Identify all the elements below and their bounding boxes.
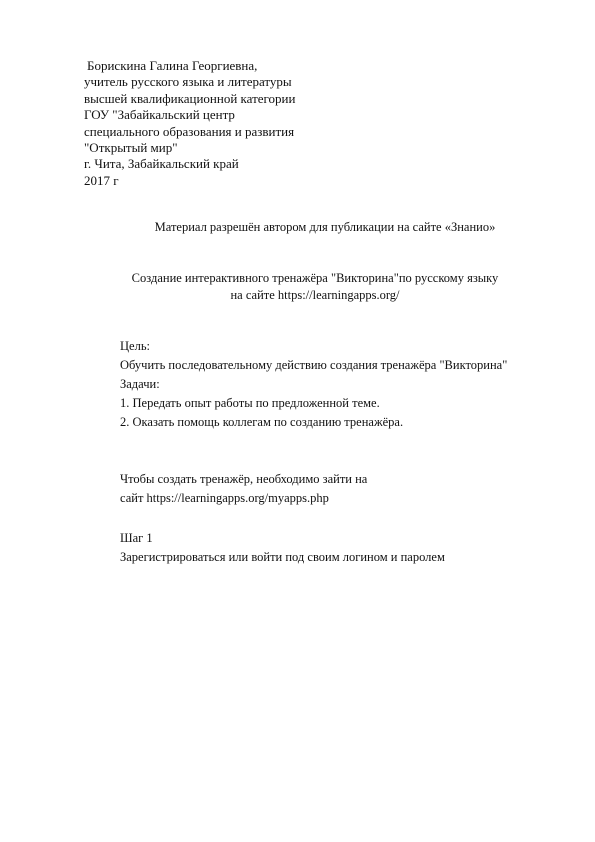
document-title-line-1: Создание интерактивного тренажёра "Викторина"по русскому языку	[131, 271, 499, 285]
goals-section	[120, 337, 580, 432]
instruction-line-2: сайт https://learningapps.org/myapps.php	[120, 491, 329, 505]
step-1-label: Шаг 1	[120, 531, 153, 545]
publication-permission: Материал разрешён автором для публикации на сайте «Знанио»	[154, 220, 496, 234]
document-title-line-2: на сайте https://learningapps.org/	[230, 287, 400, 302]
instruction-line-1: Чтобы создать тренажёр, необходимо зайти на	[120, 472, 368, 486]
author-block	[84, 58, 384, 189]
tasks-label: Задачи:	[120, 377, 160, 391]
author-city: г. Чита, Забайкальский край	[84, 156, 239, 172]
author-org-line-1: ГОУ "Забайкальский центр	[84, 107, 235, 123]
document-title	[0, 270, 595, 303]
step-1-text: Зарегистрироваться или войти под своим логином и паролем	[120, 550, 445, 564]
task-item-2: 2. Оказать помощь коллегам по созданию тренажёра.	[120, 415, 404, 429]
author-org-line-3: "Открытый мир"	[84, 140, 178, 156]
author-name: Борискина Галина Георгиевна,	[87, 58, 258, 73]
task-item-1: 1. Передать опыт работы по предложенной теме.	[120, 396, 380, 410]
author-position-line-1: учитель русского языка и литературы	[84, 74, 292, 90]
author-year: 2017 г	[84, 172, 119, 188]
author-org-line-2: специального образования и развития	[84, 123, 295, 139]
goal-text: Обучить последовательному действию создания тренажёра "Викторина"	[120, 358, 508, 372]
goal-label: Цель:	[120, 339, 150, 353]
step-1-section	[120, 529, 580, 567]
instruction-paragraph	[120, 470, 580, 508]
author-position-line-2: высшей квалификационной категории	[84, 90, 296, 106]
